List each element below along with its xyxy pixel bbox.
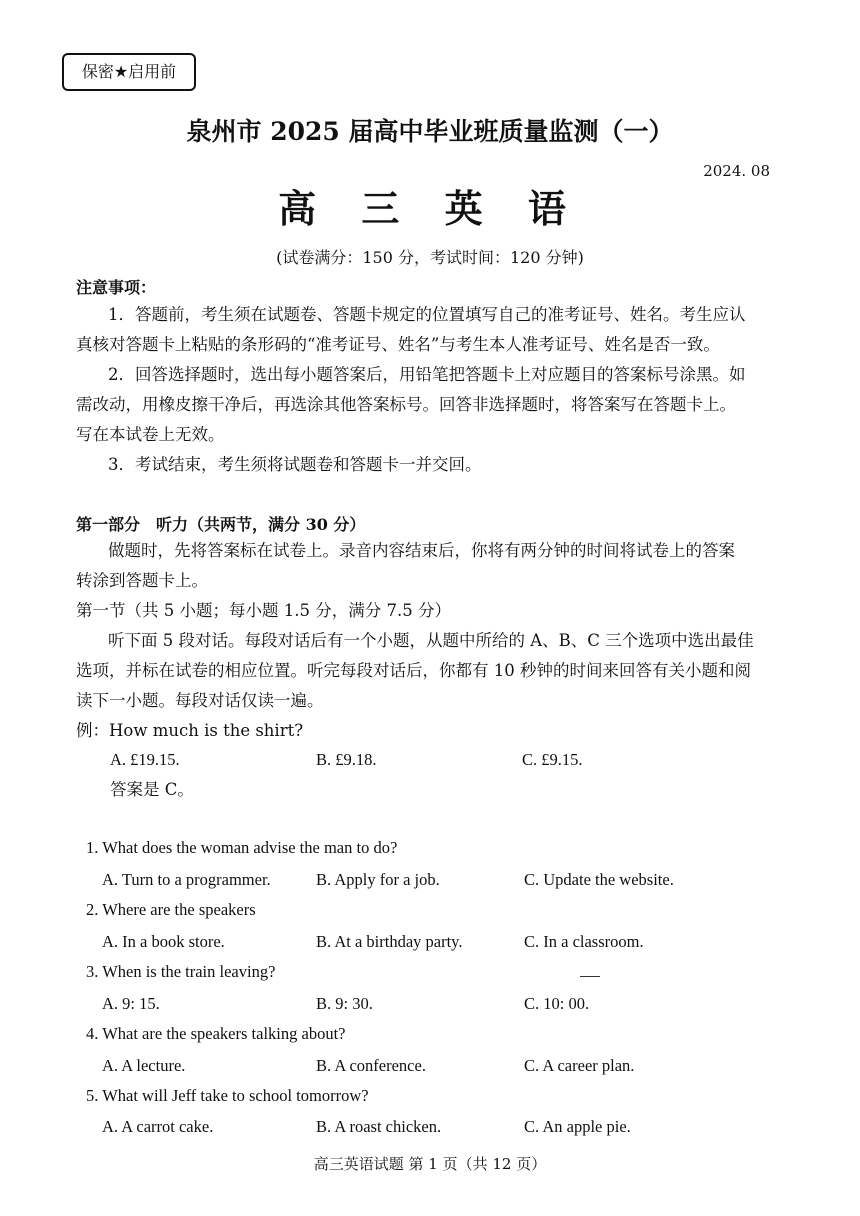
page-footer: 高三英语试题 第 1 页（共 12 页） [313, 1155, 547, 1173]
example-option-b: B. £9.18. [316, 750, 377, 769]
notice-line: 真核对答题卡上粘贴的条形码的“准考证号、姓名”与考生本人准考证号、姓名是否一致。 [76, 335, 720, 354]
section1-instruction-line: 选项，并标在试卷的相应位置。听完每段对话后，你都有 10 秒钟的时间来回答有关小题和阅 [76, 661, 751, 680]
notice-line: 写在本试卷上无效。 [76, 425, 225, 444]
question-4-option-c: C. A career plan. [524, 1056, 635, 1075]
score-time-info: (试卷满分：150 分，考试时间：120 分钟) [276, 248, 584, 267]
question-5-option-b: B. A roast chicken. [316, 1117, 442, 1136]
section1-heading: 第一节（共 5 小题；每小题 1.5 分，满分 7.5 分） [76, 601, 451, 620]
exam-title: 泉州市 2025 届高中毕业班质量监测（一） [186, 117, 674, 146]
question-2-option-a: A. In a book store. [102, 932, 225, 951]
stray-mark [580, 976, 600, 977]
part1-heading: 第一部分 听力（共两节，满分 30 分） [76, 515, 366, 534]
part1-intro-line: 做题时，先将答案标在试卷上。录音内容结束后，你将有两分钟的时间将试卷上的答案 [108, 541, 735, 560]
question-3-option-c: C. 10: 00. [524, 994, 590, 1013]
question-4: 4. What are the speakers talking about? [86, 1024, 346, 1043]
question-4-option-a: A. A lecture. [102, 1056, 186, 1075]
section1-instruction-line: 读下一小题。每段对话仅读一遍。 [76, 691, 324, 710]
question-1-option-a: A. Turn to a programmer. [102, 870, 271, 889]
notice-line: 3．考试结束，考生须将试题卷和答题卡一并交回。 [108, 455, 482, 474]
question-5-option-a: A. A carrot cake. [102, 1117, 214, 1136]
example-option-a: A. £19.15. [110, 750, 180, 769]
question-2-option-b: B. At a birthday party. [316, 932, 463, 951]
notice-heading: 注意事项： [76, 278, 157, 297]
confidential-badge: 保密★启用前 [62, 53, 196, 91]
question-2-option-c: C. In a classroom. [524, 932, 644, 951]
subject-title: 高 三 英 语 [278, 186, 582, 231]
example-option-c: C. £9.15. [522, 750, 583, 769]
example-question: 例：How much is the shirt? [76, 721, 304, 740]
part1-intro-line: 转涂到答题卡上。 [76, 571, 208, 590]
example-answer: 答案是 C。 [110, 780, 194, 799]
question-2: 2. Where are the speakers [86, 900, 256, 919]
notice-line: 需改动，用橡皮擦干净后，再选涂其他答案标号。回答非选择题时，将答案写在答题卡上。 [76, 395, 736, 414]
question-5-option-c: C. An apple pie. [524, 1117, 631, 1136]
question-3-option-b: B. 9: 30. [316, 994, 373, 1013]
question-3-option-a: A. 9: 15. [102, 994, 160, 1013]
question-1: 1. What does the woman advise the man to do? [86, 838, 398, 857]
section1-instruction-line: 听下面 5 段对话。每段对话后有一个小题，从题中所给的 A、B、C 三个选项中选出最佳 [108, 631, 754, 650]
question-1-option-b: B. Apply for a job. [316, 870, 440, 889]
question-5: 5. What will Jeff take to school tomorrow? [86, 1086, 369, 1105]
exam-date: 2024. 08 [703, 162, 770, 180]
notice-line: 1．答题前，考生须在试题卷、答题卡规定的位置填写自己的准考证号、姓名。考生应认 [108, 305, 746, 324]
question-3: 3. When is the train leaving? [86, 962, 276, 981]
question-1-option-c: C. Update the website. [524, 870, 674, 889]
notice-line: 2．回答选择题时，选出每小题答案后，用铅笔把答题卡上对应题目的答案标号涂黑。如 [108, 365, 746, 384]
question-4-option-b: B. A conference. [316, 1056, 426, 1075]
